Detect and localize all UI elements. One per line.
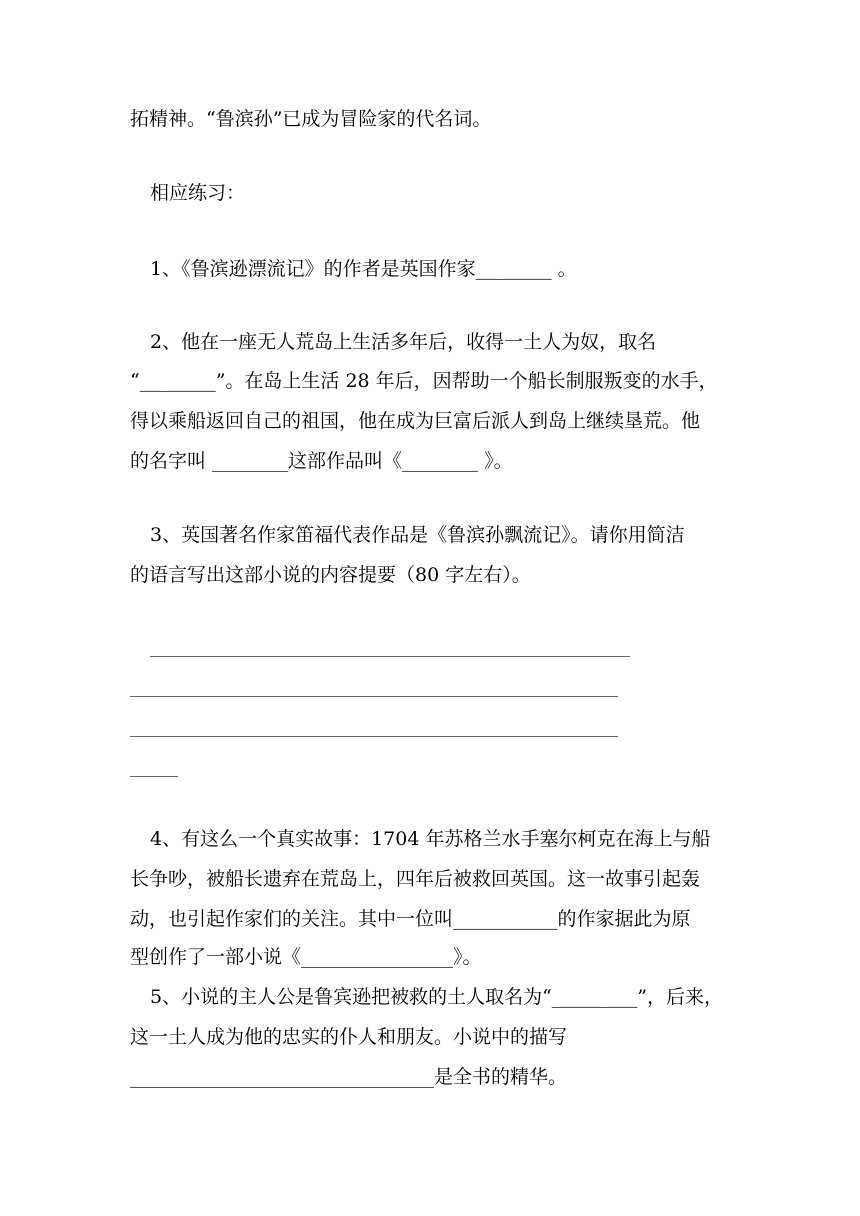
question-5-line-2: 这一土人成为他的忠实的仆人和朋友。小说中的描写	[130, 1026, 568, 1048]
question-4-line-2: 长争吵，被船长遗弃在荒岛上，四年后被救回英国。这一故事引起轰	[130, 868, 701, 890]
question-5-line-1: 5、小说的主人公是鲁宾逊把被救的土人取名为“_________”，后来，	[150, 986, 724, 1008]
question-5-line-3: ________________________________是全书的精华。	[130, 1066, 568, 1088]
exercise-heading: 相应练习：	[150, 182, 246, 204]
answer-blank-line: ______	[130, 758, 178, 777]
question-4-line-1: 4、有这么一个真实故事：1704 年苏格兰水手塞尔柯克在海上与船	[150, 828, 711, 850]
question-4-line-3: 动，也引起作家们的关注。其中一位叫___________的作家据此为原	[130, 908, 691, 930]
question-1: 1、《鲁滨逊漂流记》的作者是英国作家________ 。	[150, 258, 577, 280]
answer-blank-line: _____________________________________________________________	[130, 678, 618, 697]
question-2-line-1: 2、他在一座无人荒岛上生活多年后，收得一土人为奴，取名	[150, 331, 657, 353]
question-2-line-2: “________”。在岛上生活 28 年后，因帮助一个船长制服叛变的水手，	[130, 370, 718, 392]
text-line: 拓精神。“鲁滨孙”已成为冒险家的代名词。	[130, 108, 492, 130]
question-3-line-2: 的语言写出这部小说的内容提要（80 字左右）。	[130, 564, 531, 586]
question-3-line-1: 3、英国著名作家笛福代表作品是《鲁滨孙飘流记》。请你用简洁	[150, 524, 685, 546]
answer-blank-line: _____________________________________________________________	[130, 718, 618, 737]
question-4-line-4: 型创作了一部小说《________________》。	[130, 946, 482, 968]
question-2-line-4: 的名字叫 ________这部作品叫《________ 》。	[130, 450, 513, 472]
question-2-line-3: 得以乘船返回自己的祖国，他在成为巨富后派人到岛上继续垦荒。他	[130, 410, 701, 432]
answer-blank-line: ____________________________________________________________	[150, 638, 630, 657]
